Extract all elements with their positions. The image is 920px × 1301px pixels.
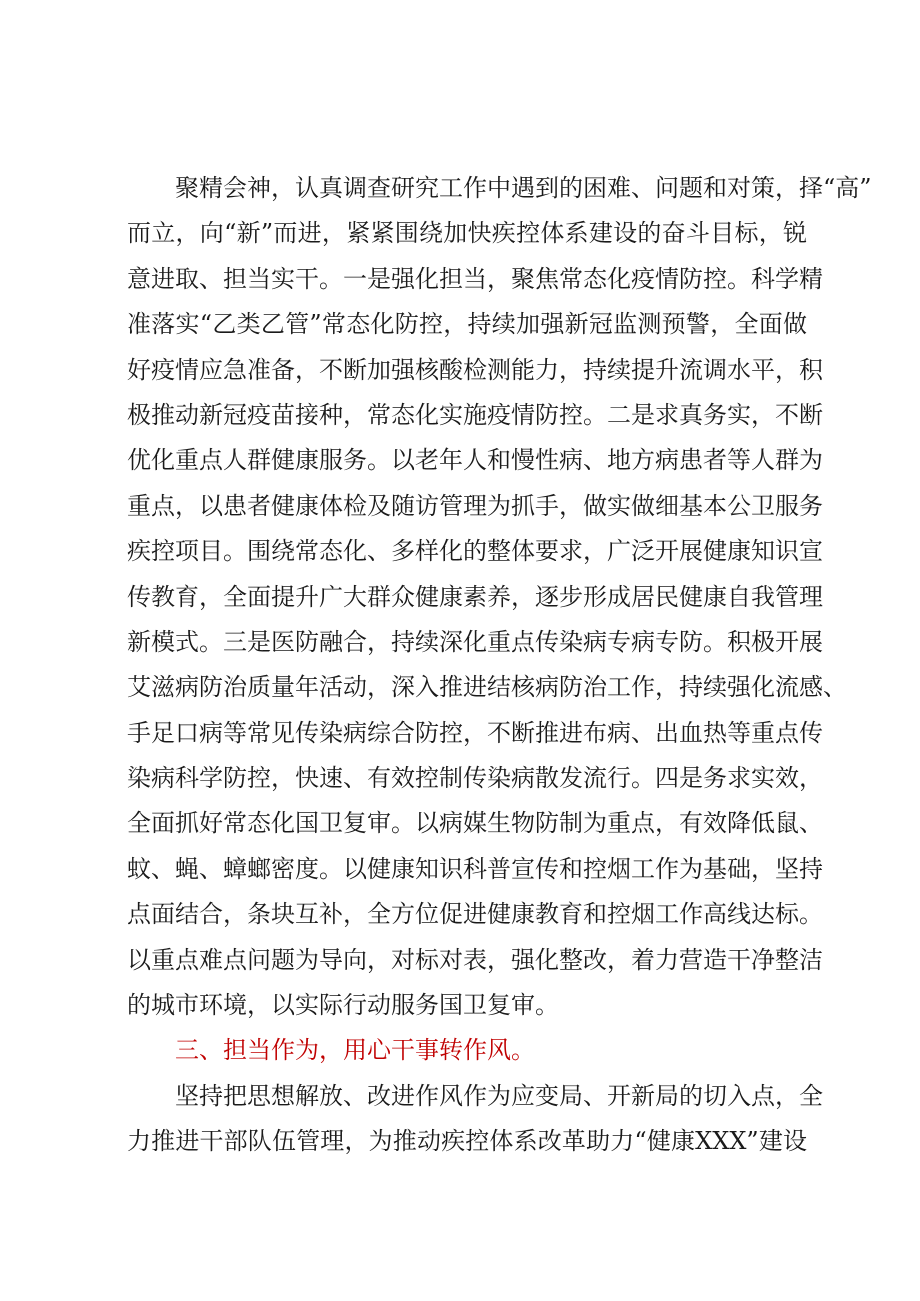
- paragraph-line: 优化重点人群健康服务。以老年人和慢性病、地方病患者等人群为: [127, 446, 823, 475]
- paragraph-line: 坚持把思想解放、改进作风作为应变局、开新局的切入点，全: [175, 1081, 823, 1110]
- document-body: [127, 166, 872, 1165]
- paragraph-line: 准落实“乙类乙管”常态化防控，持续加强新冠监测预警，全面做: [127, 310, 807, 339]
- paragraph-line: 聚精会神，认真调查研究工作中遇到的困难、问题和对策，择“高”: [175, 174, 872, 202]
- paragraph-line: 力推进干部队伍管理，为推动疾控体系改革助力“健康XXX”建设: [127, 1127, 807, 1156]
- paragraph-line: 新模式。三是医防融合，持续深化重点传染病专病专防。积极开展: [127, 627, 823, 656]
- section-heading: 三、担当作为，用心干事转作风。: [175, 1036, 535, 1065]
- paragraph-line: 传教育，全面提升广大群众健康素养，逐步形成居民健康自我管理: [127, 582, 823, 611]
- paragraph-line: 点面结合，条块互补，全方位促进健康教育和控烟工作高线达标。: [127, 900, 823, 929]
- paragraph-line: 疾控项目。围绕常态化、多样化的整体要求，广泛开展健康知识宣: [127, 537, 823, 566]
- paragraph-line: 手足口病等常见传染病综合防控，不断推进布病、出血热等重点传: [127, 718, 823, 747]
- paragraph-line: 蚊、蝇、蟑螂密度。以健康知识科普宣传和控烟工作为基础，坚持: [127, 854, 823, 883]
- paragraph-line: 极推动新冠疫苗接种，常态化实施疫情防控。二是求真务实，不断: [127, 400, 823, 429]
- paragraph-line: 艾滋病防治质量年活动，深入推进结核病防治工作，持续强化流感、: [127, 673, 847, 702]
- paragraph-line: 的城市环境，以实际行动服务国卫复审。: [127, 991, 559, 1020]
- paragraph-line: 染病科学防控，快速、有效控制传染病散发流行。四是务求实效，: [127, 764, 823, 793]
- paragraph-line: 全面抓好常态化国卫复审。以病媒生物防制为重点，有效降低鼠、: [127, 809, 823, 838]
- paragraph-line: 意进取、担当实干。一是强化担当，聚焦常态化疫情防控。科学精: [127, 264, 823, 293]
- paragraph-line: 以重点难点问题为导向，对标对表，强化整改，着力营造干净整洁: [127, 945, 823, 974]
- paragraph-line: 好疫情应急准备，不断加强核酸检测能力，持续提升流调水平，积: [127, 355, 823, 384]
- paragraph-line: 而立，向“新”而进，紧紧围绕加快疾控体系建设的奋斗目标，锐: [127, 219, 807, 248]
- paragraph-line: 重点，以患者健康体检及随访管理为抓手，做实做细基本公卫服务: [127, 491, 823, 520]
